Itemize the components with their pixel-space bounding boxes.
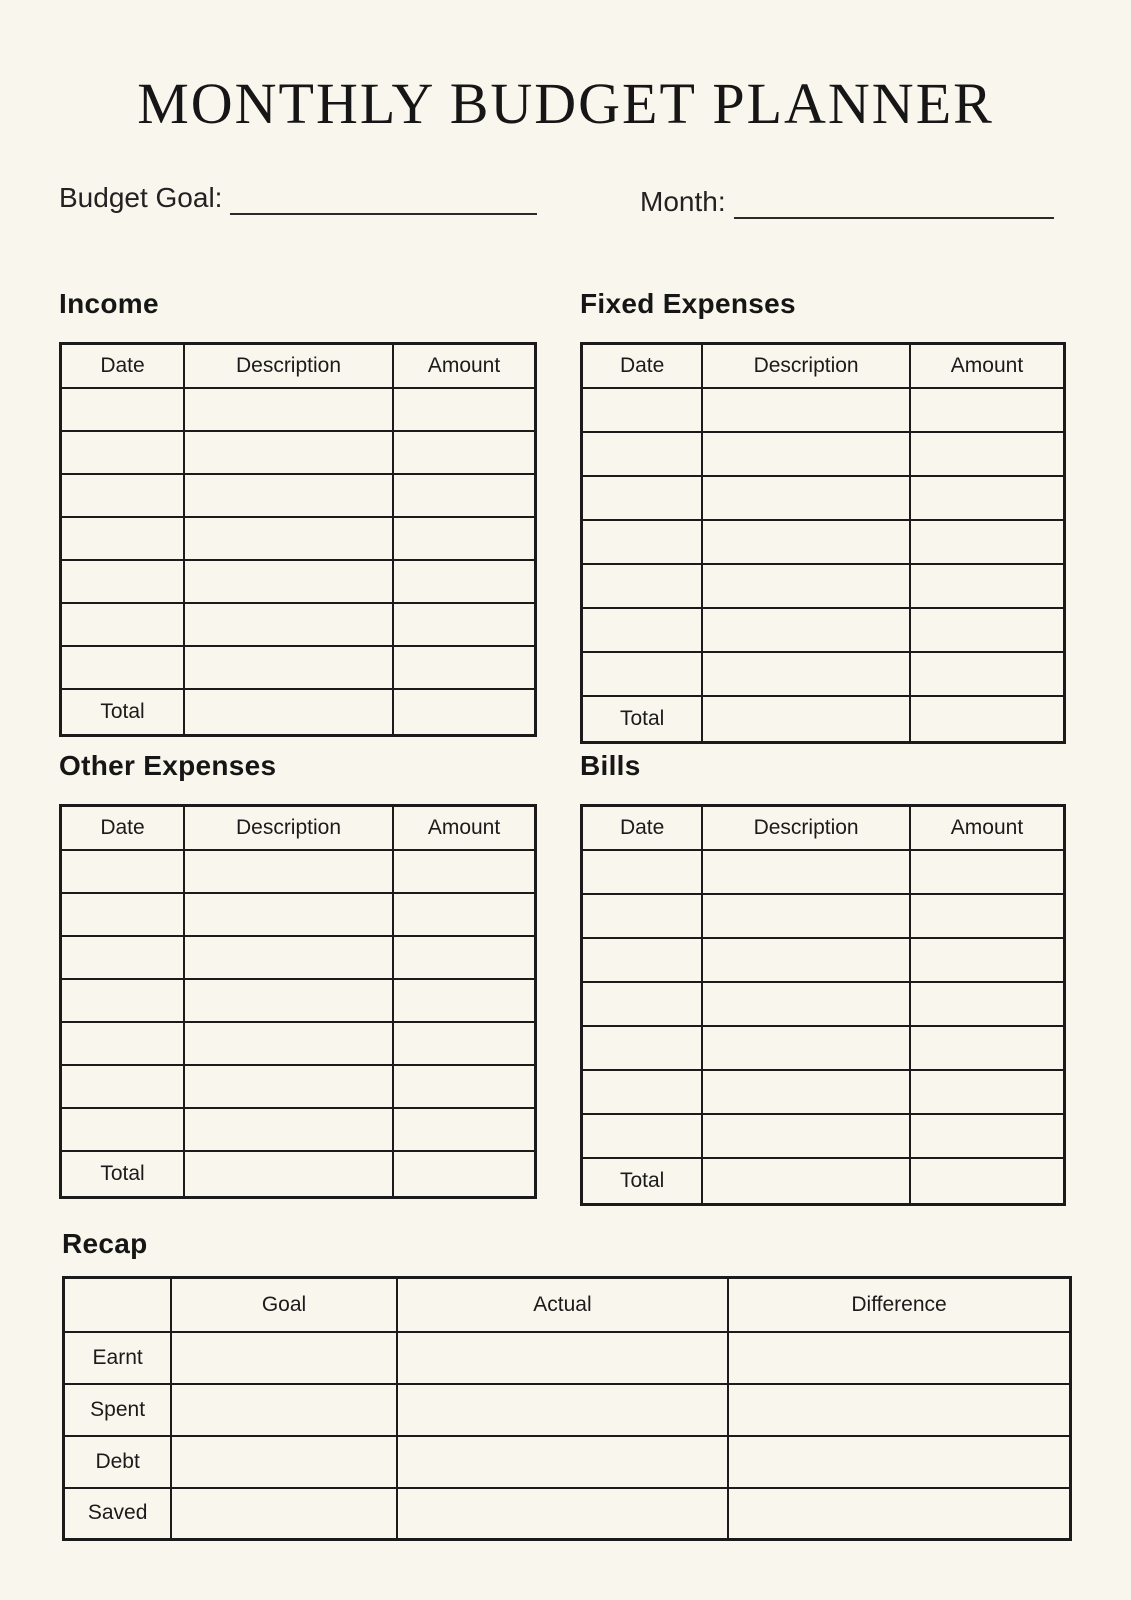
entry-cell[interactable] [184, 388, 393, 431]
amount-column-header: Amount [910, 344, 1065, 388]
entry-row [61, 1065, 536, 1108]
entry-row [582, 850, 1065, 894]
recap-actual-column-header: Actual [397, 1278, 728, 1332]
total-amount-cell[interactable] [910, 696, 1065, 743]
entry-cell[interactable] [702, 1026, 910, 1070]
recap-cell[interactable] [728, 1436, 1070, 1488]
total-label: Total [61, 1151, 185, 1198]
page-title: MONTHLY BUDGET PLANNER [137, 71, 994, 136]
recap-cell[interactable] [171, 1436, 397, 1488]
entry-cell[interactable] [702, 564, 910, 608]
bills-heading: Bills [580, 750, 641, 781]
total-amount-cell[interactable] [910, 1158, 1065, 1205]
entry-cell[interactable] [184, 560, 393, 603]
date-column-header: Date [582, 344, 703, 388]
entry-cell[interactable] [910, 652, 1065, 696]
income-section [59, 288, 537, 737]
entry-cell[interactable] [910, 564, 1065, 608]
total-row [61, 689, 536, 736]
recap-header-row [64, 1278, 1071, 1332]
entry-cell[interactable] [910, 1114, 1065, 1158]
recap-cell[interactable] [728, 1488, 1070, 1540]
entry-cell[interactable] [582, 564, 703, 608]
total-label: Total [582, 1158, 703, 1205]
recap-cell[interactable] [171, 1384, 397, 1436]
description-column-header: Description [702, 344, 910, 388]
entry-header-row [582, 806, 1065, 850]
fixed-expenses-table [580, 342, 1066, 744]
recap-row-label: Spent [64, 1384, 172, 1436]
entry-cell[interactable] [61, 1108, 185, 1151]
total-row [582, 696, 1065, 743]
fixed-expenses-section [580, 288, 1066, 744]
entry-cell[interactable] [184, 1022, 393, 1065]
total-description-cell[interactable] [702, 1158, 910, 1205]
entry-cell[interactable] [184, 1065, 393, 1108]
entry-cell[interactable] [393, 893, 536, 936]
amount-column-header: Amount [393, 344, 536, 388]
entry-cell[interactable] [910, 476, 1065, 520]
recap-cell[interactable] [728, 1332, 1070, 1384]
budget-goal-field [59, 180, 537, 215]
recap-cell[interactable] [171, 1332, 397, 1384]
entry-cell[interactable] [702, 432, 910, 476]
entry-cell[interactable] [910, 982, 1065, 1026]
entry-row [61, 979, 536, 1022]
budget-goal-input-line[interactable] [230, 181, 537, 215]
recap-section [62, 1228, 1072, 1541]
entry-cell[interactable] [582, 850, 703, 894]
total-row [61, 1151, 536, 1198]
entry-cell[interactable] [702, 476, 910, 520]
fixed-expenses-heading: Fixed Expenses [580, 288, 796, 319]
entry-cell[interactable] [702, 652, 910, 696]
entry-cell[interactable] [910, 1026, 1065, 1070]
entry-cell[interactable] [582, 1026, 703, 1070]
entry-row [61, 517, 536, 560]
income-heading: Income [59, 288, 159, 319]
recap-row-label: Saved [64, 1488, 172, 1540]
recap-row [64, 1436, 1071, 1488]
recap-heading: Recap [62, 1228, 148, 1259]
recap-cell[interactable] [397, 1384, 728, 1436]
total-row [582, 1158, 1065, 1205]
entry-cell[interactable] [702, 894, 910, 938]
entry-cell[interactable] [910, 432, 1065, 476]
entry-cell[interactable] [393, 1022, 536, 1065]
total-label: Total [582, 696, 703, 743]
entry-cell[interactable] [61, 517, 185, 560]
total-amount-cell[interactable] [393, 689, 536, 736]
recap-row [64, 1332, 1071, 1384]
other-expenses-table [59, 804, 537, 1199]
recap-table [62, 1276, 1072, 1541]
entry-row [582, 564, 1065, 608]
month-label: Month: [640, 186, 726, 217]
month-field [640, 184, 1054, 219]
entry-header-row [61, 344, 536, 388]
total-description-cell[interactable] [184, 1151, 393, 1198]
entry-cell[interactable] [702, 388, 910, 432]
bills-section [580, 750, 1066, 1206]
entry-cell[interactable] [61, 936, 185, 979]
entry-cell[interactable] [582, 608, 703, 652]
recap-cell[interactable] [728, 1384, 1070, 1436]
entry-cell[interactable] [61, 1022, 185, 1065]
entry-cell[interactable] [582, 520, 703, 564]
entry-cell[interactable] [184, 936, 393, 979]
month-input-line[interactable] [734, 185, 1054, 219]
description-column-header: Description [184, 344, 393, 388]
amount-column-header: Amount [910, 806, 1065, 850]
date-column-header: Date [61, 806, 185, 850]
entry-cell[interactable] [582, 652, 703, 696]
recap-row [64, 1384, 1071, 1436]
entry-cell[interactable] [910, 520, 1065, 564]
entry-cell[interactable] [582, 476, 703, 520]
entry-cell[interactable] [61, 646, 185, 689]
entry-row [61, 431, 536, 474]
entry-row [582, 608, 1065, 652]
entry-cell[interactable] [393, 850, 536, 893]
entry-cell[interactable] [910, 894, 1065, 938]
entry-row [582, 982, 1065, 1026]
date-column-header: Date [61, 344, 185, 388]
income-table [59, 342, 537, 737]
entry-cell[interactable] [61, 474, 185, 517]
entry-cell[interactable] [61, 388, 185, 431]
entry-row [61, 1022, 536, 1065]
entry-cell[interactable] [582, 982, 703, 1026]
entry-cell[interactable] [184, 603, 393, 646]
entry-cell[interactable] [184, 431, 393, 474]
total-amount-cell[interactable] [393, 1151, 536, 1198]
entry-row [61, 850, 536, 893]
entry-cell[interactable] [393, 1065, 536, 1108]
total-label: Total [61, 689, 185, 736]
entry-cell[interactable] [184, 474, 393, 517]
entry-cell[interactable] [61, 1065, 185, 1108]
entry-row [582, 938, 1065, 982]
entry-row [582, 652, 1065, 696]
entry-row [61, 646, 536, 689]
entry-row [582, 1070, 1065, 1114]
entry-row [61, 560, 536, 603]
entry-header-row [582, 344, 1065, 388]
entry-cell[interactable] [393, 979, 536, 1022]
entry-cell[interactable] [184, 893, 393, 936]
entry-cell[interactable] [393, 646, 536, 689]
entry-cell[interactable] [702, 938, 910, 982]
entry-row [582, 388, 1065, 432]
entry-cell[interactable] [910, 608, 1065, 652]
total-description-cell[interactable] [184, 689, 393, 736]
recap-cell[interactable] [397, 1436, 728, 1488]
entry-row [582, 894, 1065, 938]
entry-cell[interactable] [61, 603, 185, 646]
entry-cell[interactable] [184, 1108, 393, 1151]
date-column-header: Date [582, 806, 703, 850]
other-expenses-section [59, 750, 537, 1199]
entry-cell[interactable] [184, 850, 393, 893]
recap-cell[interactable] [397, 1488, 728, 1540]
entry-cell[interactable] [582, 388, 703, 432]
recap-row-label: Earnt [64, 1332, 172, 1384]
entry-cell[interactable] [393, 388, 536, 431]
total-description-cell[interactable] [702, 696, 910, 743]
entry-cell[interactable] [184, 646, 393, 689]
entry-row [61, 1108, 536, 1151]
budget-goal-label: Budget Goal: [59, 182, 223, 213]
recap-difference-column-header: Difference [728, 1278, 1070, 1332]
entry-cell[interactable] [61, 560, 185, 603]
entry-cell[interactable] [702, 1114, 910, 1158]
entry-cell[interactable] [393, 431, 536, 474]
recap-corner-cell [64, 1278, 172, 1332]
entry-row [61, 474, 536, 517]
entry-cell[interactable] [184, 979, 393, 1022]
entry-cell[interactable] [910, 1070, 1065, 1114]
entry-row [582, 520, 1065, 564]
recap-cell[interactable] [171, 1488, 397, 1540]
entry-cell[interactable] [582, 938, 703, 982]
entry-cell[interactable] [393, 560, 536, 603]
entry-cell[interactable] [702, 982, 910, 1026]
amount-column-header: Amount [393, 806, 536, 850]
entry-cell[interactable] [393, 936, 536, 979]
recap-goal-column-header: Goal [171, 1278, 397, 1332]
entry-cell[interactable] [582, 432, 703, 476]
entry-cell[interactable] [702, 520, 910, 564]
description-column-header: Description [184, 806, 393, 850]
entry-cell[interactable] [393, 603, 536, 646]
entry-row [61, 936, 536, 979]
entry-row [582, 476, 1065, 520]
entry-cell[interactable] [184, 517, 393, 560]
other-expenses-heading: Other Expenses [59, 750, 277, 781]
entry-row [61, 603, 536, 646]
entry-header-row [61, 806, 536, 850]
entry-row [61, 893, 536, 936]
recap-row-label: Debt [64, 1436, 172, 1488]
entry-cell[interactable] [910, 850, 1065, 894]
entry-cell[interactable] [582, 1070, 703, 1114]
entry-cell[interactable] [702, 1070, 910, 1114]
entry-cell[interactable] [61, 850, 185, 893]
entry-row [61, 388, 536, 431]
entry-cell[interactable] [61, 893, 185, 936]
entry-cell[interactable] [393, 1108, 536, 1151]
entry-row [582, 1114, 1065, 1158]
entry-cell[interactable] [582, 1114, 703, 1158]
entry-cell[interactable] [393, 474, 536, 517]
recap-cell[interactable] [397, 1332, 728, 1384]
entry-cell[interactable] [61, 979, 185, 1022]
recap-row [64, 1488, 1071, 1540]
entry-cell[interactable] [582, 894, 703, 938]
bills-table [580, 804, 1066, 1206]
entry-row [582, 432, 1065, 476]
entry-cell[interactable] [702, 850, 910, 894]
description-column-header: Description [702, 806, 910, 850]
entry-cell[interactable] [910, 388, 1065, 432]
entry-row [582, 1026, 1065, 1070]
entry-cell[interactable] [702, 608, 910, 652]
entry-cell[interactable] [910, 938, 1065, 982]
entry-cell[interactable] [393, 517, 536, 560]
entry-cell[interactable] [61, 431, 185, 474]
